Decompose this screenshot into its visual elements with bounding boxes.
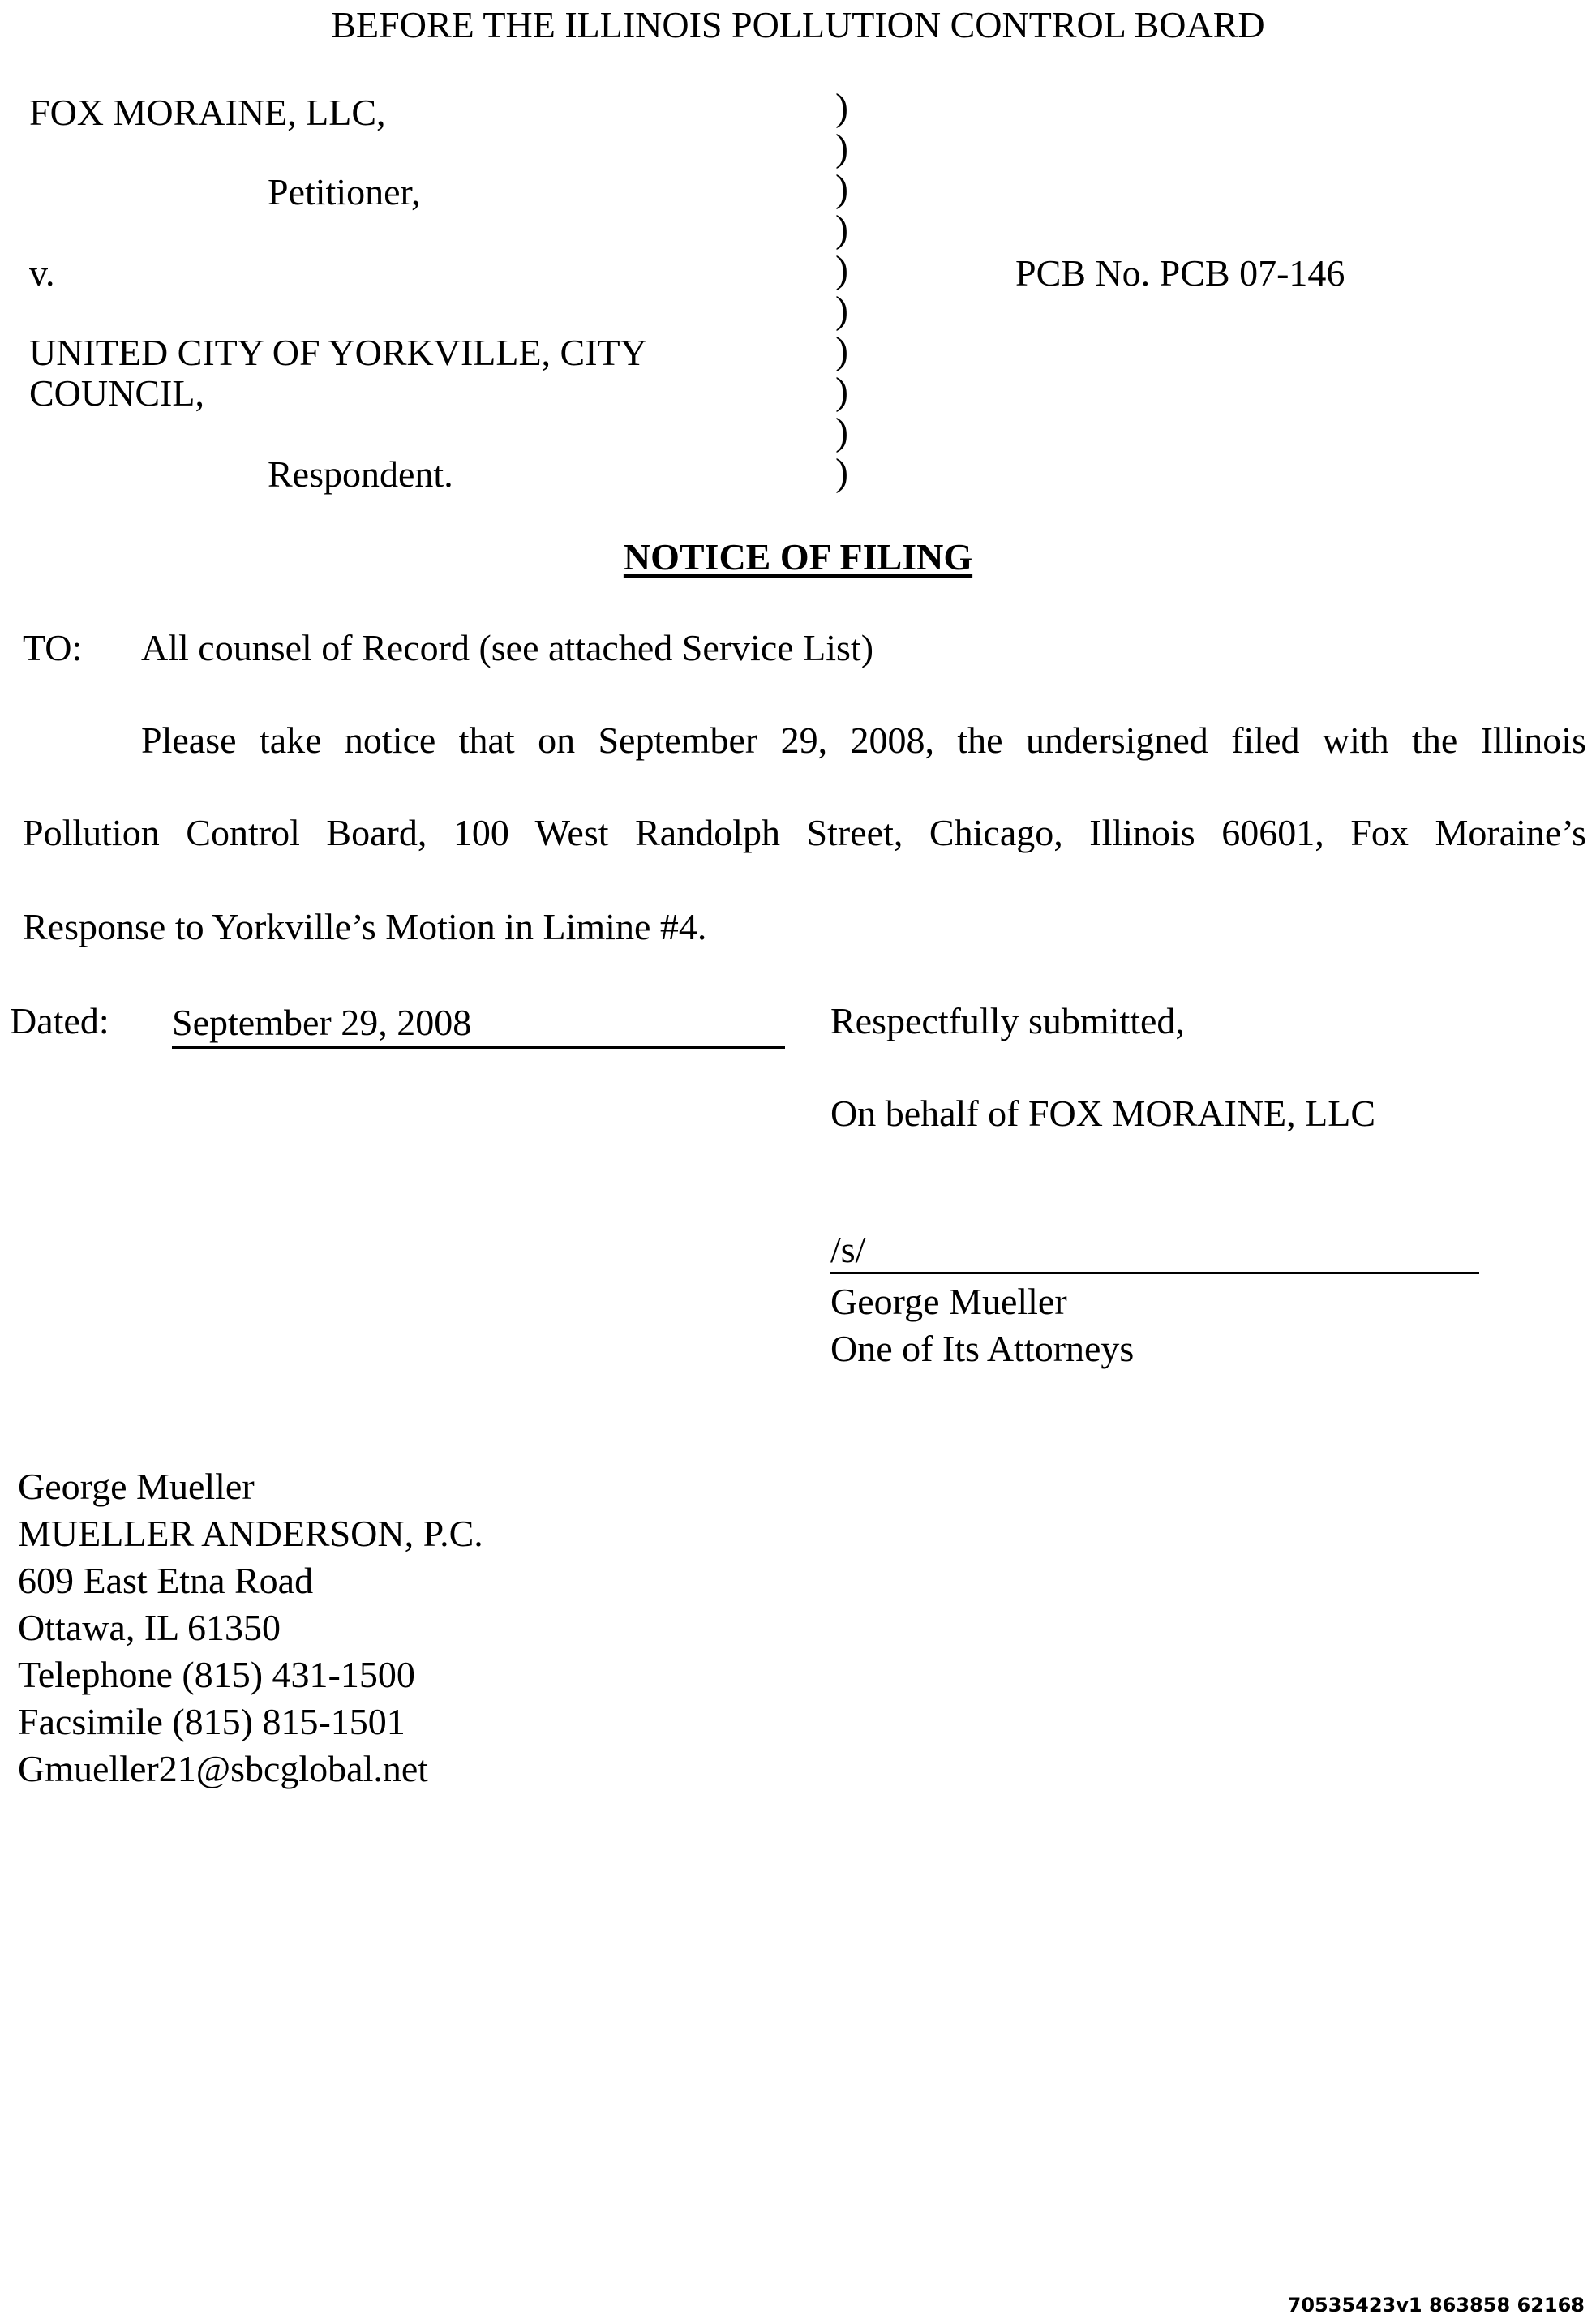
body-line-3: Response to Yorkville’s Motion in Limine #4. [23,906,707,947]
email-address: Gmueller21@sbcglobal.net [18,1748,429,1789]
case-number: PCB No. PCB 07-146 [1015,252,1345,294]
address-line: 609 East Etna Road [18,1560,314,1601]
to-recipients: All counsel of Record (see attached Service List) [141,627,874,668]
caption-paren: ) [835,410,848,453]
caption-paren: ) [835,248,848,291]
closing-text: Respectfully submitted, [830,1000,1185,1041]
address-line: George Mueller [18,1466,255,1507]
caption-paren: ) [835,167,848,210]
to-label: TO: [23,627,83,668]
address-line: MUELLER ANDERSON, P.C. [18,1513,483,1554]
signer-name: George Mueller [830,1281,1067,1322]
body-line-2: Pollution Control Board, 100 West Randolph Street, Chicago, Illinois 60601, Fox Moraine’s [23,812,1586,853]
caption-parenthesis-column [835,88,868,493]
versus-label: v. [29,252,55,294]
dated-label: Dated: [10,1000,109,1041]
respondent-role: Respondent. [268,453,453,495]
notice-title: NOTICE OF FILING [623,536,973,578]
respondent-name-line1: UNITED CITY OF YORKVILLE, CITY [29,332,647,373]
address-line: Facsimile (815) 815-1501 [18,1701,405,1742]
caption-paren: ) [835,370,848,413]
signer-title: One of Its Attorneys [830,1328,1135,1369]
caption-paren: ) [835,329,848,372]
on-behalf-text: On behalf of FOX MORAINE, LLC [830,1093,1376,1134]
document-heading: BEFORE THE ILLINOIS POLLUTION CONTROL BOARD [331,4,1265,45]
caption-paren: ) [835,86,848,129]
address-line: Ottawa, IL 61350 [18,1607,281,1648]
respondent-name-line2: COUNCIL, [29,372,204,414]
caption-paren: ) [835,127,848,170]
petitioner-role: Petitioner, [268,171,421,213]
caption-paren: ) [835,208,848,251]
document-footer-id: 70535423v1 863858 62168 [1287,2294,1585,2317]
petitioner-name: FOX MORAINE, LLC, [29,92,386,133]
address-line: Telephone (815) 431-1500 [18,1654,415,1695]
signature-line: /s/ [830,1231,1479,1274]
dated-value: September 29, 2008 [172,1004,785,1049]
body-line-1: Please take notice that on September 29, 2008, the undersigned filed with the Illinois [141,719,1586,761]
caption-paren: ) [835,289,848,332]
caption-paren: ) [835,451,848,494]
